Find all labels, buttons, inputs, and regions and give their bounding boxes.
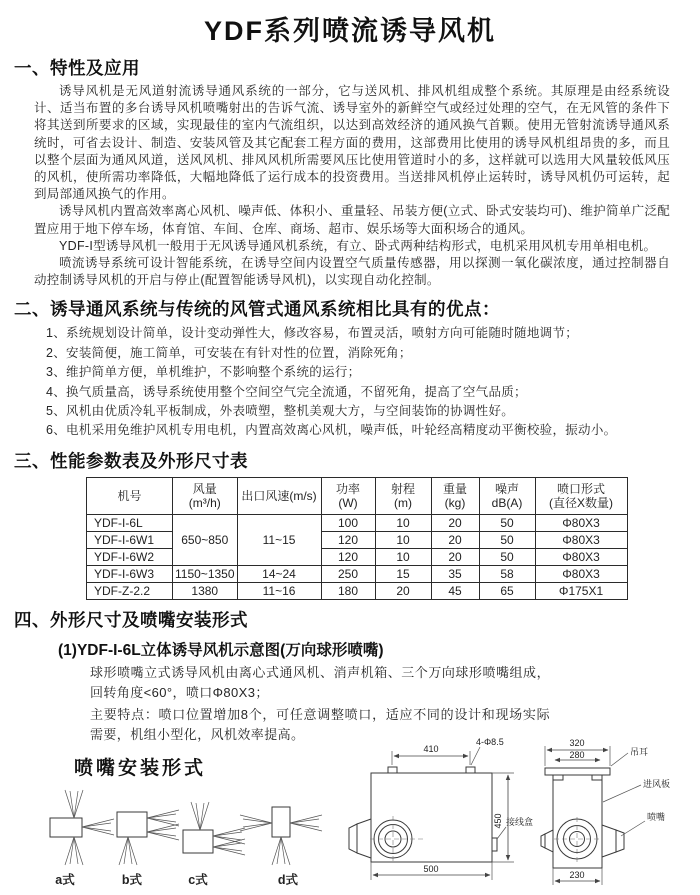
mounting-foot [388,767,397,773]
cell-nozzle: Φ80X3 [535,565,627,582]
top-plate [545,768,610,775]
cell-nozzle: Φ80X3 [535,548,627,565]
performance-table [86,477,628,600]
table-row [87,514,628,531]
cell-range: 10 [375,531,431,548]
column-header-noise: 噪声 dB(A) [479,477,535,514]
cell-noise: 58 [479,565,535,582]
nozzle-type-c-diagram [183,802,245,887]
table-row [87,582,628,599]
list-item: 6、电机采用免维护风机专用电机，内置高效离心风机，噪声低，叶轮经高精度动平衡校验，振动小。 [46,423,617,438]
dim-230: 230 [569,870,585,880]
nozzle-type-a-diagram [50,790,114,887]
cell-airflow: 650~850 [173,514,238,565]
table-row [87,548,628,565]
nozzle-type-b-diagram [117,810,179,887]
nozzle-stub [545,830,553,852]
side-view-drawing [541,738,670,885]
column-header-airflow: 风量 (m³/h) [173,477,238,514]
cell-noise: 50 [479,531,535,548]
section1-heading: 一、特性及应用 [14,58,140,78]
dim-500: 500 [423,864,439,874]
mounting-foot [466,767,475,773]
section1-paragraph: 诱导风机是无风道射流诱导通风系统的一部分，它与送风机、排风机组成整个系统。其原理是由经系统设计、适当布置的多台诱导风机喷嘴射出的告诉气流、诱导室外的新鲜空气或经过处理的空气，在无风管的条件下将其送到所要求的区域，实现最佳的室内气流组织，以达到高效经济的通风换气首颗。使用无管射流诱导通风系统时，可省去设计、制造、安装风管及其它配套工程方面的费用，这部费用比使用的诱导风机组昂贵的多，而且以整个层面为通风风道，送风风机、排风风机所需要风压比使用管道时小的多，这样就可以选用大风量较低风压的风机，使所需功率降低，大幅地降低了运行成本的投资费用。当送排风机停止运转时，诱导风机仍可运转，起到局部通风换气的作用。 [34,84,670,202]
column-header-weight: 重量 (kg) [431,477,479,514]
cell-model: YDF-I-6W1 [87,531,173,548]
nozzle-type-d-diagram [240,807,322,887]
nozzle-cone [357,819,371,858]
section4-subheading: (1)YDF-I-6L立体诱导风机示意图(万向球形喷嘴) [58,641,384,659]
nozzle-installation-diagrams [10,783,340,888]
list-item: 4、换气质量高，诱导系统使用整个空间空气完全流通，不留死角，提高了空气品质； [46,384,527,399]
table-header-row [87,477,628,514]
hanging-lug [553,775,563,780]
junction-box-label: 接线盒 [506,817,534,827]
list-item: 2、安装简便，施工简单，可安装在有针对性的位置，消除死角； [46,345,412,360]
cell-model: YDF-I-6W3 [87,565,173,582]
cell-nozzle: Φ80X3 [535,531,627,548]
fan-dimension-drawing [340,735,700,893]
fan-inlet-circle [370,816,423,862]
cell-weight: 45 [431,582,479,599]
cell-weight: 35 [431,565,479,582]
hanging-lug [592,775,602,780]
section1-paragraph: YDF-I型诱导风机一般用于无风诱导通风机系统，有立、卧式两种结构形式，电机采用风机专用单相电机。 [59,238,657,253]
cell-power: 120 [321,548,375,565]
cell-nozzle: Φ175X1 [535,582,627,599]
column-header-power: 功率 (W) [321,477,375,514]
cell-weight: 20 [431,531,479,548]
cell-range: 10 [375,548,431,565]
dim-320: 320 [569,738,585,748]
cell-power: 100 [321,514,375,531]
column-header-nozzle-form: 喷口形式 (直径X数量) [535,477,627,514]
page-title: YDF系列喷流诱导风机 [204,16,496,46]
nozzle-type-c-label: c式 [188,873,208,887]
section4-paragraph: 球形喷嘴立式诱导风机由离心式通风机、消声机箱、三个万向球形喷嘴组成，回转角度<60°，喷口Φ80X3； [90,664,550,700]
cell-speed: 11~16 [237,582,321,599]
section1-paragraph: 喷流诱导系统可设计智能系统，在诱导空间内设置空气质量传感器，用以探测一氧化碳浓度，通过控制器自动控制诱导风机的开启与停止(配置智能诱导风机)，以实现自动化控制。 [34,256,670,288]
column-header-outlet-speed: 出口风速(m/s) [237,477,321,514]
column-header-range: 射程 (m) [375,477,431,514]
cell-power: 120 [321,531,375,548]
dim-450: 450 [493,813,503,829]
cell-weight: 20 [431,548,479,565]
cell-model: YDF-I-6L [87,514,173,531]
cell-airflow: 1150~1350 [173,565,238,582]
hole-callout: 4-Φ8.5 [476,737,504,747]
cell-speed: 14~24 [237,565,321,582]
column-header-model: 机号 [87,477,173,514]
advantages-list [46,324,700,440]
nozzle-cone [602,825,616,857]
cell-power: 180 [321,582,375,599]
dim-410: 410 [423,744,439,754]
list-item: 3、维护简单方便，单机维护，不影响整个系统的运行； [46,365,361,380]
cell-noise: 65 [479,582,535,599]
section4-paragraph: 主要特点：喷口位置增加8个，可任意调整喷口，适应不同的设计和现场实际需要，机组小型化，风机效率提高。 [90,706,550,742]
cell-weight: 20 [431,514,479,531]
nozzle-install-heading: 喷嘴安装形式 [74,758,207,779]
inlet-plate-label: 进风板 [643,779,671,789]
cell-range: 20 [375,582,431,599]
cell-model: YDF-Z-2.2 [87,582,173,599]
cell-noise: 50 [479,514,535,531]
fan-inlet-circle [554,817,601,863]
cell-nozzle: Φ80X3 [535,514,627,531]
cell-range: 15 [375,565,431,582]
cell-airflow: 1380 [173,582,238,599]
junction-box [492,838,497,851]
nozzle-label: 喷嘴 [647,812,666,822]
cell-model: YDF-I-6W2 [87,548,173,565]
cell-power: 250 [321,565,375,582]
front-view-drawing [349,737,533,880]
lug-label: 吊耳 [630,747,649,757]
cell-speed: 11~15 [237,514,321,565]
section4-heading: 四、外形尺寸及喷嘴安装形式 [14,609,248,630]
table-row [87,531,628,548]
cell-range: 10 [375,514,431,531]
section2-heading: 二、诱导通风系统与传统的风管式通风系统相比具有的优点： [14,299,500,320]
nozzle-type-b-label: b式 [121,873,143,887]
list-item: 5、风机由优质冷轧平板制成，外表喷塑，整机美观大方，与空间装饰的协调性好。 [46,404,515,419]
cell-noise: 50 [479,548,535,565]
list-item: 1、系统规划设计简单，设计变动弹性大，修改容易，布置灵活，喷射方向可能随时随地调节； [46,326,579,341]
nozzle-type-a-label: a式 [55,873,75,887]
section1-paragraph: 诱导风机内置高效率离心风机、噪声低、体积小、重量轻、吊装方便(立式、卧式安装均可)、维护简单广泛配置应用于地下停车场，体育馆、车间、仓库、商场、超市、娱乐场等大面积场合的通风。 [34,204,670,236]
dim-280: 280 [569,750,585,760]
table-row [87,565,628,582]
section3-heading: 三、性能参数表及外形尺寸表 [14,450,248,471]
nozzle-type-d-label: d式 [277,873,299,887]
